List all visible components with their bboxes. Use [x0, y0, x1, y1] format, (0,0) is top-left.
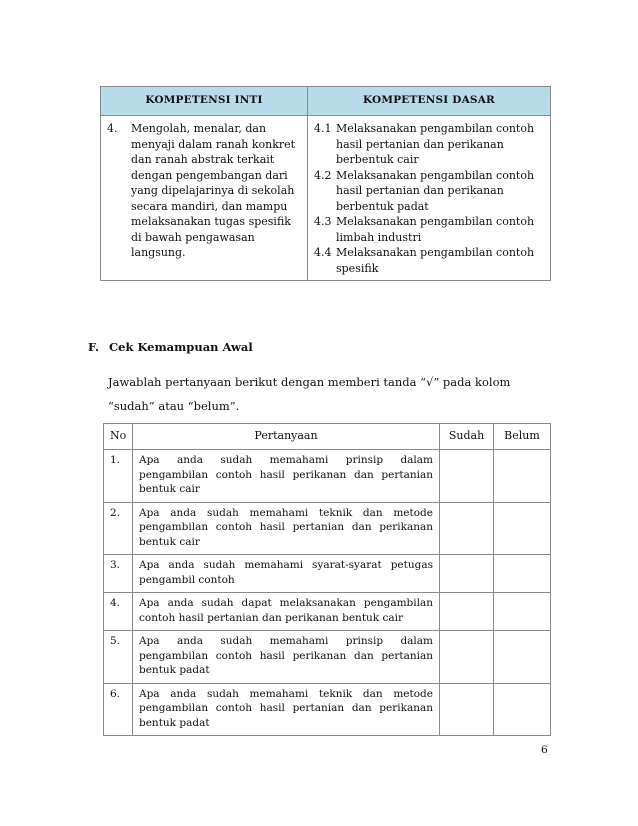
- header-no: No: [104, 424, 133, 450]
- question-text: Apa anda sudah memahami teknik dan metode pengambilan contoh hasil pertanian dan perikanan bentuk padat: [133, 683, 440, 736]
- section-heading: [88, 340, 253, 354]
- kompetensi-dasar-item: [314, 121, 544, 168]
- row-number: 1.: [104, 450, 133, 503]
- question-text: Apa anda sudah memahami teknik dan metode pengambilan contoh hasil pertanian dan perikanan bentuk cair: [133, 502, 440, 555]
- question-text: Apa anda sudah dapat melaksanakan pengambilan contoh hasil pertanian dan perikanan bentuk cair: [133, 593, 440, 631]
- kompetensi-dasar-cell: [308, 116, 551, 281]
- kd-number: 4.4: [314, 246, 332, 259]
- table-row: [104, 450, 551, 503]
- header-kompetensi-inti: KOMPETENSI INTI: [101, 87, 308, 116]
- table-row: [104, 631, 551, 684]
- question-header-row: [104, 424, 551, 450]
- kd-text: Melaksanakan pengambilan contoh hasil pertanian dan perikanan berbentuk padat: [336, 168, 535, 213]
- kompetensi-dasar-item: [314, 214, 544, 245]
- belum-cell[interactable]: [494, 450, 551, 503]
- kompetensi-inti-cell: [101, 116, 308, 281]
- table-row: [104, 555, 551, 593]
- kompetensi-inti-text: Mengolah, menalar, dan menyaji dalam ranah konkret dan ranah abstrak terkait dengan pengembangan dari yang dipelajarinya di sekolah secara mandiri, dan mampu melaksanakan tugas spesifik di bawah pengawasan langsung.: [131, 122, 296, 259]
- row-number: 2.: [104, 502, 133, 555]
- belum-cell[interactable]: [494, 631, 551, 684]
- sudah-cell[interactable]: [440, 593, 494, 631]
- sudah-cell[interactable]: [440, 683, 494, 736]
- section-title: Cek Kemampuan Awal: [109, 340, 253, 354]
- kompetensi-dasar-item: [314, 168, 544, 215]
- table-row: [104, 683, 551, 736]
- kd-number: 4.3: [314, 215, 332, 228]
- question-text: Apa anda sudah memahami prinsip dalam pengambilan contoh hasil perikanan dan pertanian bentuk cair: [133, 450, 440, 503]
- kompetensi-dasar-item: [314, 245, 544, 276]
- belum-cell[interactable]: [494, 683, 551, 736]
- belum-cell[interactable]: [494, 502, 551, 555]
- table-row: [104, 593, 551, 631]
- belum-cell[interactable]: [494, 555, 551, 593]
- sudah-cell[interactable]: [440, 631, 494, 684]
- kd-number: 4.1: [314, 122, 332, 135]
- kompetensi-table: [100, 86, 551, 281]
- table-row: [104, 502, 551, 555]
- sudah-cell[interactable]: [440, 555, 494, 593]
- question-text: Apa anda sudah memahami prinsip dalam pengambilan contoh hasil perikanan dan pertanian bentuk padat: [133, 631, 440, 684]
- sudah-cell[interactable]: [440, 450, 494, 503]
- header-pertanyaan: Pertanyaan: [133, 424, 440, 450]
- question-table: [103, 423, 551, 736]
- page-number: 6: [541, 744, 548, 756]
- header-kompetensi-dasar: KOMPETENSI DASAR: [308, 87, 551, 116]
- belum-cell[interactable]: [494, 593, 551, 631]
- kompetensi-body-row: [101, 116, 551, 281]
- kd-number: 4.2: [314, 168, 332, 182]
- row-number: 3.: [104, 555, 133, 593]
- section-letter: F.: [88, 340, 100, 354]
- header-sudah: Sudah: [440, 424, 494, 450]
- kd-text: Melaksanakan pengambilan contoh spesifik: [336, 246, 535, 275]
- sudah-cell[interactable]: [440, 502, 494, 555]
- kd-text: Melaksanakan pengambilan contoh hasil pertanian dan perikanan berbentuk cair: [336, 122, 535, 166]
- kompetensi-inti-number: 4.: [107, 122, 118, 135]
- section-instruction: Jawablah pertanyaan berikut dengan memberi tanda “√” pada kolom “sudah” atau “belum”.: [108, 375, 511, 413]
- kompetensi-header-row: [101, 87, 551, 116]
- row-number: 4.: [104, 593, 133, 631]
- kd-text: Melaksanakan pengambilan contoh limbah industri: [336, 215, 535, 244]
- header-belum: Belum: [494, 424, 551, 450]
- question-text: Apa anda sudah memahami syarat-syarat petugas pengambil contoh: [133, 555, 440, 593]
- row-number: 5.: [104, 631, 133, 684]
- row-number: 6.: [104, 683, 133, 736]
